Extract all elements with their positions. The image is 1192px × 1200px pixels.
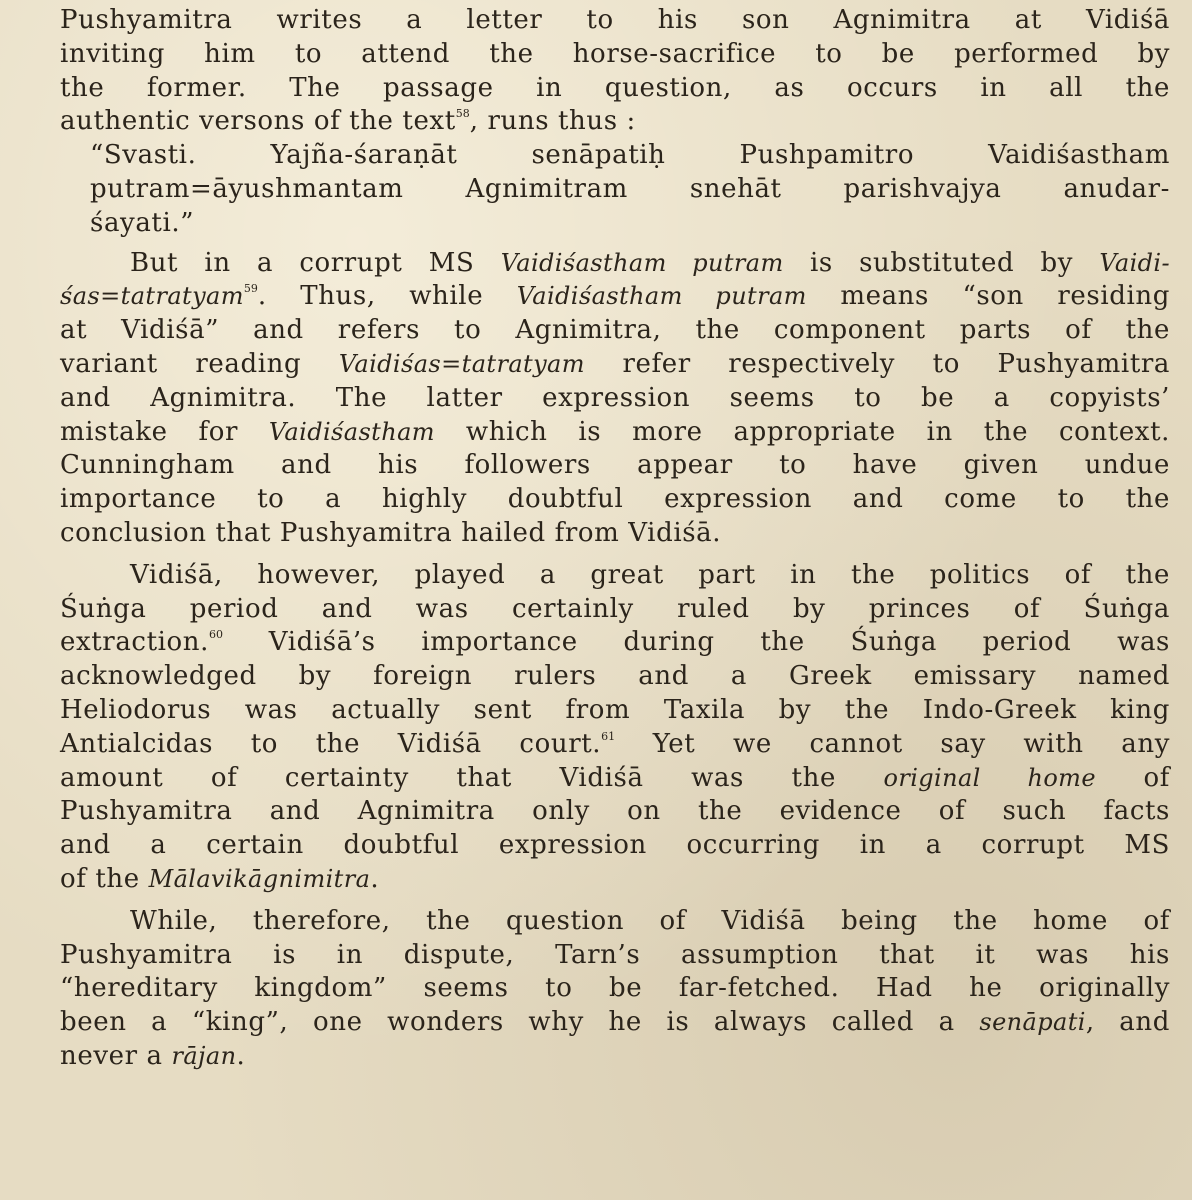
text-run: Vidiśā’s importance during the Śuṅga period was xyxy=(223,627,1170,658)
text-run: which is more appropriate in the context. xyxy=(434,416,1170,447)
text-line xyxy=(60,449,1170,483)
text-run: refer respectively to Pushyamitra xyxy=(584,348,1170,379)
italic-term: rājan xyxy=(171,1041,237,1070)
footnote-ref: 58 xyxy=(455,107,470,121)
italic-term: Vaidiśas=tatratyam xyxy=(338,349,585,378)
text-line xyxy=(60,559,1170,593)
italic-term: original home xyxy=(883,763,1096,792)
text-run: Pushyamitra and Agnimitra only on the evidence of such facts xyxy=(60,796,1170,827)
text-run: mistake for xyxy=(60,416,269,447)
text-line xyxy=(60,660,1170,694)
text-line xyxy=(60,972,1170,1006)
text-run: . Thus, while xyxy=(257,281,517,312)
text-line xyxy=(90,139,1170,173)
text-line xyxy=(60,939,1170,973)
text-run: , and xyxy=(1085,1007,1171,1038)
text-run: śayati.” xyxy=(90,207,195,238)
paragraph-tarn-assumption xyxy=(60,905,1170,1074)
text-run: Pushyamitra is in dispute, Tarn’s assumption that it was his xyxy=(60,939,1170,970)
text-run: Heliodorus was actually sent from Taxila by the Indo-Greek king xyxy=(60,694,1170,725)
text-run: Pushyamitra writes a letter to his son Agnimitra at Vidiśā xyxy=(60,5,1170,35)
text-line xyxy=(60,105,1170,139)
text-run: importance to a highly doubtful expression and come to the xyxy=(60,484,1170,515)
text-line xyxy=(60,728,1170,762)
text-run: But in a corrupt MS xyxy=(130,247,501,278)
text-line xyxy=(60,38,1170,72)
text-line xyxy=(60,483,1170,517)
text-run: “Svasti. Yajña-śaraṇāt senāpatiḥ Pushpamitro Vaidiśastham xyxy=(90,140,1170,171)
text-line xyxy=(60,694,1170,728)
text-run: authentic versons of the text xyxy=(60,106,456,137)
text-run: . xyxy=(370,863,380,894)
paragraph-gap xyxy=(60,551,1170,559)
text-line xyxy=(60,1040,1170,1074)
text-line xyxy=(60,905,1170,939)
text-line xyxy=(60,416,1170,450)
text-run: Śuṅga period and was certainly ruled by princes of Śuṅga xyxy=(60,593,1170,624)
text-line xyxy=(60,247,1170,281)
text-line xyxy=(60,863,1170,897)
italic-term: Vaidiśastham putram xyxy=(500,248,784,277)
text-run: and a certain doubtful expression occurring in a corrupt MS xyxy=(60,830,1170,861)
text-run: conclusion that Pushyamitra hailed from Vidiśā. xyxy=(60,517,722,548)
italic-term: Vaidiśastham putram xyxy=(516,282,807,311)
text-run: acknowledged by foreign rulers and a Greek emissary named xyxy=(60,661,1170,692)
text-run: Antialcidas to the Vidiśā court. xyxy=(60,728,602,759)
text-run: Cunningham and his followers appear to have given undue xyxy=(60,450,1170,481)
sanskrit-quotation xyxy=(60,139,1170,240)
text-run: and Agnimitra. The latter expression seems to be a copyists’ xyxy=(60,382,1170,413)
text-line xyxy=(60,626,1170,660)
text-run: , runs thus : xyxy=(469,106,636,137)
text-line xyxy=(60,280,1170,314)
text-run: the former. The passage in question, as occurs in all the xyxy=(60,72,1170,103)
text-run: of the xyxy=(60,863,149,894)
text-line xyxy=(60,314,1170,348)
text-run: inviting him to attend the horse-sacrifice to be performed by xyxy=(60,38,1170,69)
text-line xyxy=(60,4,1170,38)
text-run: at Vidiśā” and refers to Agnimitra, the component parts of the xyxy=(60,315,1170,346)
text-run: never a xyxy=(60,1040,172,1071)
text-run: is substituted by xyxy=(783,247,1100,278)
text-line xyxy=(90,173,1170,207)
text-line xyxy=(60,1006,1170,1040)
text-line xyxy=(90,207,1170,241)
footnote-ref: 61 xyxy=(601,729,616,743)
text-line xyxy=(60,72,1170,106)
text-run: putram=āyushmantam Agnimitram snehāt parishvajya anudar- xyxy=(90,173,1170,204)
italic-term: Mālavikāgnimitra xyxy=(148,864,371,893)
text-line xyxy=(60,829,1170,863)
text-run: . xyxy=(236,1040,246,1071)
italic-term: Vaidiśastham xyxy=(268,417,435,446)
paragraph-corrupt-ms xyxy=(60,247,1170,551)
italic-term: senāpati xyxy=(979,1008,1086,1037)
text-line xyxy=(60,517,1170,551)
text-run: amount of certainty that Vidiśā was the xyxy=(60,762,884,793)
paragraph-vidisa-politics xyxy=(60,559,1170,897)
text-run: “hereditary kingdom” seems to be far-fetched. Had he originally xyxy=(60,973,1170,1004)
italic-term: Vaidi- xyxy=(1099,248,1171,277)
text-line xyxy=(60,593,1170,627)
text-run: been a “king”, one wonders why he is always called a xyxy=(60,1007,980,1038)
footnote-ref: 60 xyxy=(209,628,224,642)
paragraph-letter xyxy=(60,4,1170,139)
text-run: While, therefore, the question of Vidiśā being the home of xyxy=(130,905,1170,936)
text-run: variant reading xyxy=(60,348,339,379)
text-line xyxy=(60,762,1170,796)
text-run: Yet we cannot say with any xyxy=(615,728,1170,759)
text-run: means “son residing xyxy=(806,281,1171,312)
footnote-ref: 59 xyxy=(243,282,258,296)
text-line xyxy=(60,382,1170,416)
text-run: extraction. xyxy=(60,627,210,658)
paragraph-gap xyxy=(60,897,1170,905)
text-line xyxy=(60,348,1170,382)
text-line xyxy=(60,795,1170,829)
text-run: Vidiśā, however, played a great part in the politics of the xyxy=(130,559,1170,590)
italic-term: śas=tatratyam xyxy=(60,282,244,311)
text-run: of xyxy=(1095,762,1170,793)
